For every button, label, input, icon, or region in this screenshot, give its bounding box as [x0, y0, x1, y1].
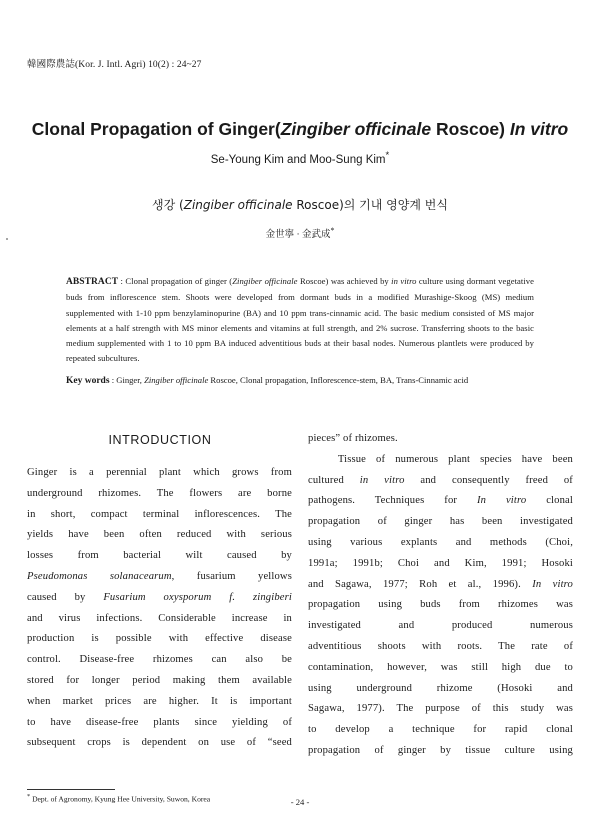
paragraph-line: losses from bacterial wilt caused by	[27, 550, 292, 562]
line-text: and consequently freed of	[404, 474, 573, 486]
korean-title-suffix: Roscoe)의 기내 영양계 번식	[292, 198, 448, 212]
paragraph-line: propagation of ginger by tissue culture using	[308, 744, 573, 756]
line-text: cultured	[308, 474, 360, 486]
paragraph-line	[308, 491, 573, 512]
abstract-text-1: Clonal propagation of ginger (	[125, 276, 233, 286]
paragraph-line	[27, 567, 292, 588]
line-text: caused by	[27, 591, 104, 603]
in-vitro-term: In vitro	[476, 495, 527, 507]
paragraph-line: yields have been often reduced with serious	[27, 529, 292, 541]
paragraph-line: control. Disease-free rhizomes can also be	[27, 654, 292, 666]
right-column	[308, 429, 573, 762]
footnote-text: Dept. of Agronomy, Kyung Hee University, Suwon, Korea	[30, 794, 211, 804]
paragraph-line: in short, compact terminal inflorescences. The	[27, 508, 292, 520]
paragraph-line: to develop a technique for rapid clonal	[308, 724, 573, 736]
keywords-label: Key words	[66, 376, 110, 386]
paragraph-line: Sagawa, 1977). The purpose of this study was	[308, 703, 573, 715]
paragraph-line: production is possible with effective disease	[27, 633, 292, 645]
title-prefix: Clonal Propagation of Ginger(	[31, 119, 281, 139]
page-number: - 24 -	[290, 797, 310, 807]
pathogen-name: Pseudomonas solanacearum	[27, 570, 172, 582]
line-text: clonal	[526, 495, 573, 507]
footnote-divider	[27, 789, 115, 790]
paragraph-line: investigated and produced numerous	[308, 620, 573, 632]
paper-title	[0, 119, 600, 140]
paragraph-line: using underground rhizome (Hosoki and	[308, 682, 573, 694]
keywords-separator: :	[109, 375, 117, 385]
title-species: Zingiber officinale	[280, 119, 432, 139]
line-text: , fusarium yellows	[171, 570, 293, 582]
paragraph-line	[27, 588, 292, 609]
paragraph-line: pieces” of rhizomes.	[308, 433, 398, 444]
korean-author-mark: *	[330, 226, 335, 235]
abstract-text-3: culture using dormant vegetative buds from inflorescence stem. Shoots were developed from dormant buds in a modified Murashige-Skoog (MS) medium supplemented with 1-10 ppm benzylaminopurine (BA) and 10 ppm trans-cinnamic acid. The basic medium consisted of MS major elements at a half strength with MS minor elements and vitamins at full strength, and 2% sucrose. Transferring shoots to the basic medium supplemented with 1 to 10 ppm BA induced adventitious buds at their basal nodes. Numerous plantlets were produced by repeated subcultures.	[66, 276, 534, 364]
paragraph-line: Tissue of numerous plant species have been	[308, 453, 573, 465]
abstract-label: ABSTRACT	[66, 277, 119, 287]
paragraph-line: propagation using buds from rhizomes was	[308, 599, 573, 611]
line-text: and Sagawa, 1977; Roh et al., 1996).	[308, 578, 533, 590]
abstract	[66, 274, 534, 367]
abstract-in-vitro: in vitro	[391, 276, 417, 286]
title-suffix: In vitro	[509, 119, 569, 139]
section-heading-introduction: INTRODUCTION	[108, 433, 212, 447]
paragraph-line: to have disease-free plants since yielding of	[27, 716, 292, 728]
line-text: pathogens. Techniques for	[308, 495, 477, 507]
keywords-species: Zingiber officinale	[144, 375, 209, 385]
abstract-text-2: Roscoe) was achieved by	[297, 276, 392, 286]
korean-title	[0, 196, 600, 213]
author-names: Se-Young Kim and Moo-Sung Kim	[210, 153, 386, 166]
journal-header: 韓國際農誌(Kor. J. Intl. Agri) 10(2) : 24~27	[27, 60, 202, 70]
keywords	[66, 375, 546, 386]
korean-title-prefix: 생강 (	[152, 198, 184, 212]
authors-line	[0, 150, 600, 166]
paragraph-line: stored for longer period making them available	[27, 674, 292, 686]
keywords-text-2: Roscoe, Clonal propagation, Inflorescence-stem, BA, Trans-Cinnamic acid	[208, 375, 469, 385]
paragraph-line: and virus infections. Considerable increase in	[27, 612, 292, 624]
left-column	[27, 463, 292, 754]
paragraph-line: 1991a; 1991b; Choi and Kim, 1991; Hosoki	[308, 557, 573, 569]
paragraph-line: subsequent crops is dependent on use of “seed	[27, 737, 292, 749]
paragraph-line: adventitious shoots with roots. The rate of	[308, 640, 573, 652]
paragraph-line: underground rhizomes. The flowers are borne	[27, 487, 292, 499]
paragraph-line: propagation of ginger has been investigated	[308, 516, 573, 528]
korean-authors	[0, 226, 600, 240]
keywords-text-1: Ginger,	[116, 375, 145, 385]
footnote-mark: *	[27, 793, 31, 800]
in-vitro-term: in vitro	[359, 474, 405, 486]
paragraph-line	[308, 471, 573, 492]
korean-title-species: Zingiber officinale	[183, 198, 293, 212]
paragraph-line: using various explants and methods (Choi,	[308, 536, 573, 548]
author-affiliation-mark: *	[385, 150, 390, 161]
paragraph-line	[308, 575, 573, 596]
in-vitro-term: In vitro	[532, 578, 573, 590]
paragraph-line: Ginger is a perennial plant which grows from	[27, 467, 292, 478]
paragraph-line: contamination, however, was still high due to	[308, 661, 573, 673]
abstract-separator: :	[118, 276, 126, 286]
pathogen-name: Fusarium oxysporum f. zingiberi	[103, 591, 292, 603]
korean-author-names: 金世寧 · 金武成	[265, 230, 331, 241]
abstract-species: Zingiber officinale	[232, 276, 298, 286]
title-authority: Roscoe)	[431, 119, 510, 139]
paragraph-line: when market prices are higher. It is important	[27, 695, 292, 707]
